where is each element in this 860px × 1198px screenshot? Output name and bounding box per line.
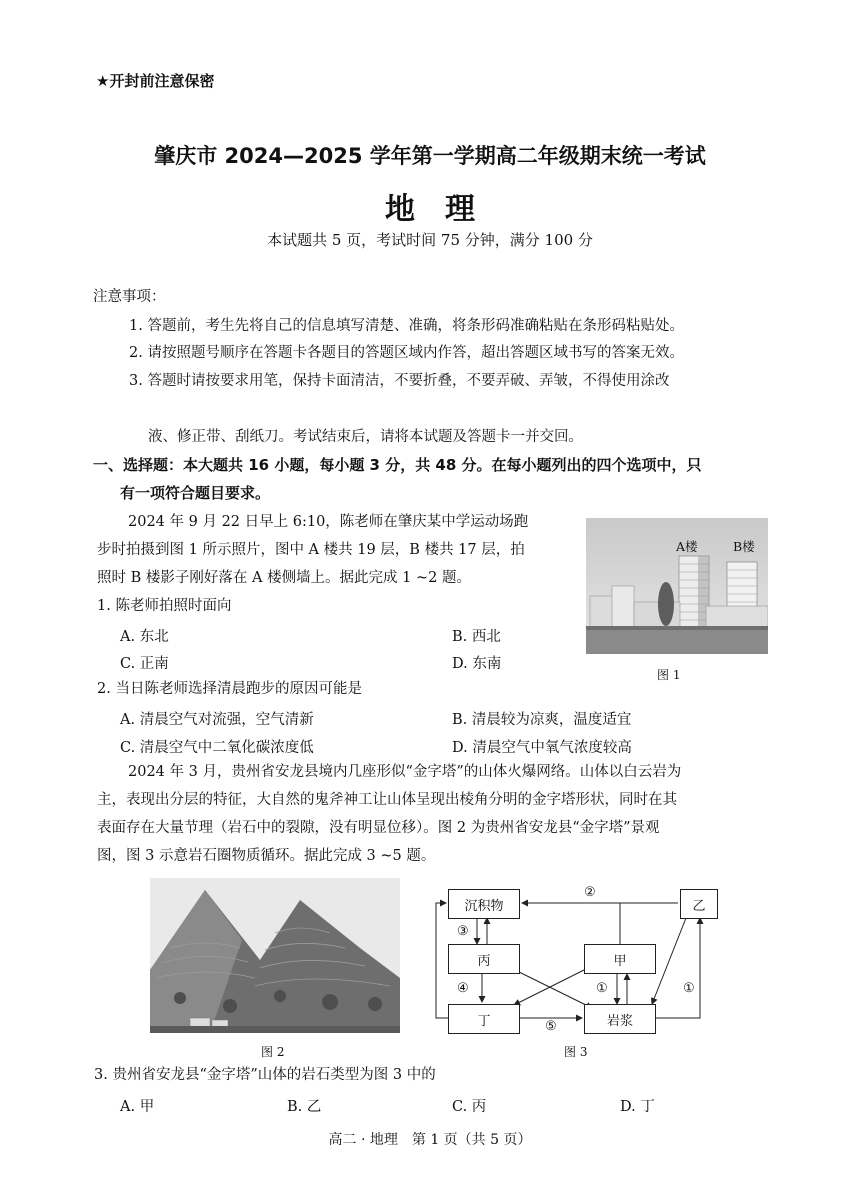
fig3-arrow-2: ② — [584, 885, 596, 900]
question-2-stem: 2. 当日陈老师选择清晨跑步的原因可能是 — [97, 681, 362, 697]
fig3-box-yi: 乙 — [680, 889, 718, 919]
exam-title: 肇庆市 2024—2025 学年第一学期高二年级期末统一考试 — [154, 144, 706, 168]
fig3-arrow-3: ③ — [457, 924, 469, 939]
q1-option-b[interactable]: B. 西北 — [452, 629, 501, 645]
fig3-box-magma: 岩浆 — [584, 1004, 656, 1034]
q3-option-b[interactable]: B. 乙 — [287, 1099, 322, 1115]
page-footer: 高二 · 地理 第 1 页（共 5 页） — [328, 1132, 532, 1148]
fig3-box-ding: 丁 — [448, 1004, 520, 1034]
passage-line: 照时 B 楼影子刚好落在 A 楼侧墙上。据此完成 1 ~2 题。 — [97, 570, 471, 586]
note-item: 2. 请按照题号顺序在答题卡各题目的答题区域内作答，超出答题区域书写的答案无效。 — [129, 345, 684, 361]
fig3-arrow-1b: ① — [683, 981, 695, 996]
fig1-label-b: B楼 — [733, 539, 755, 554]
q2-option-c[interactable]: C. 清晨空气中二氧化碳浓度低 — [120, 740, 314, 756]
confidential-note: ★开封前注意保密 — [96, 72, 215, 90]
fig2-caption: 图 2 — [261, 1045, 285, 1059]
question-1-stem: 1. 陈老师拍照时面向 — [97, 598, 232, 614]
passage-line: 步时拍摄到图 1 所示照片，图中 A 楼共 19 层，B 楼共 17 层，拍 — [97, 542, 525, 558]
q1-option-d[interactable]: D. 东南 — [452, 656, 502, 672]
fig1-label-a: A楼 — [676, 539, 698, 554]
q2-option-a[interactable]: A. 清晨空气对流强，空气清新 — [120, 712, 314, 728]
passage-line: 图，图 3 示意岩石圈物质循环。据此完成 3 ~5 题。 — [97, 848, 436, 864]
section-heading-cont: 有一项符合题目要求。 — [120, 484, 271, 502]
fig3-box-jia: 甲 — [584, 944, 656, 974]
fig1-caption: 图 1 — [657, 668, 681, 682]
figure-2-photo — [150, 878, 400, 1033]
q3-option-d[interactable]: D. 丁 — [620, 1099, 655, 1115]
subject-title: 地 理 — [385, 192, 475, 227]
fig3-arrow-1a: ① — [596, 981, 608, 996]
q1-option-a[interactable]: A. 东北 — [120, 629, 169, 645]
q1-option-c[interactable]: C. 正南 — [120, 656, 169, 672]
fig3-arrow-5: ⑤ — [545, 1019, 557, 1034]
note-item: 3. 答题时请按要求用笔，保持卡面清洁，不要折叠，不要弄破、弄皱，不得使用涂改 — [129, 373, 670, 389]
section-heading: 一、选择题：本大题共 16 小题，每小题 3 分，共 48 分。在每小题列出的四个选项中，只 — [93, 456, 702, 474]
notes-heading: 注意事项： — [93, 289, 166, 305]
passage-line: 2024 年 3 月，贵州省安龙县境内几座形似“金字塔”的山体火爆网络。山体以白云岩为 — [128, 764, 682, 780]
q2-option-d[interactable]: D. 清晨空气中氧气浓度较高 — [452, 740, 632, 756]
q2-option-b[interactable]: B. 清晨较为凉爽，温度适宜 — [452, 712, 632, 728]
fig3-arrow-4: ④ — [457, 981, 469, 996]
q3-option-a[interactable]: A. 甲 — [120, 1099, 155, 1115]
fig3-box-bing: 丙 — [448, 944, 520, 974]
passage-line: 主，表现出分层的特征，大自然的鬼斧神工让山体呈现出棱角分明的金字塔形状，同时在其 — [97, 792, 677, 808]
note-item: 1. 答题前，考生先将自己的信息填写清楚、准确，将条形码准确粘贴在条形码粘贴处。 — [129, 318, 684, 334]
passage-line: 2024 年 9 月 22 日早上 6:10，陈老师在肇庆某中学运动场跑 — [128, 514, 529, 530]
fig3-box-sediment: 沉积物 — [448, 889, 520, 919]
fig3-caption: 图 3 — [564, 1045, 588, 1059]
note-item-cont: 液、修正带、刮纸刀。考试结束后，请将本试题及答题卡一并交回。 — [148, 429, 583, 445]
passage-line: 表面存在大量节理（岩石中的裂隙，没有明显位移）。图 2 为贵州省安龙县“金字塔”景观 — [97, 820, 660, 836]
q3-option-c[interactable]: C. 丙 — [452, 1099, 487, 1115]
question-3-stem: 3. 贵州省安龙县“金字塔”山体的岩石类型为图 3 中的 — [94, 1067, 436, 1083]
exam-info: 本试题共 5 页，考试时间 75 分钟，满分 100 分 — [267, 231, 593, 249]
